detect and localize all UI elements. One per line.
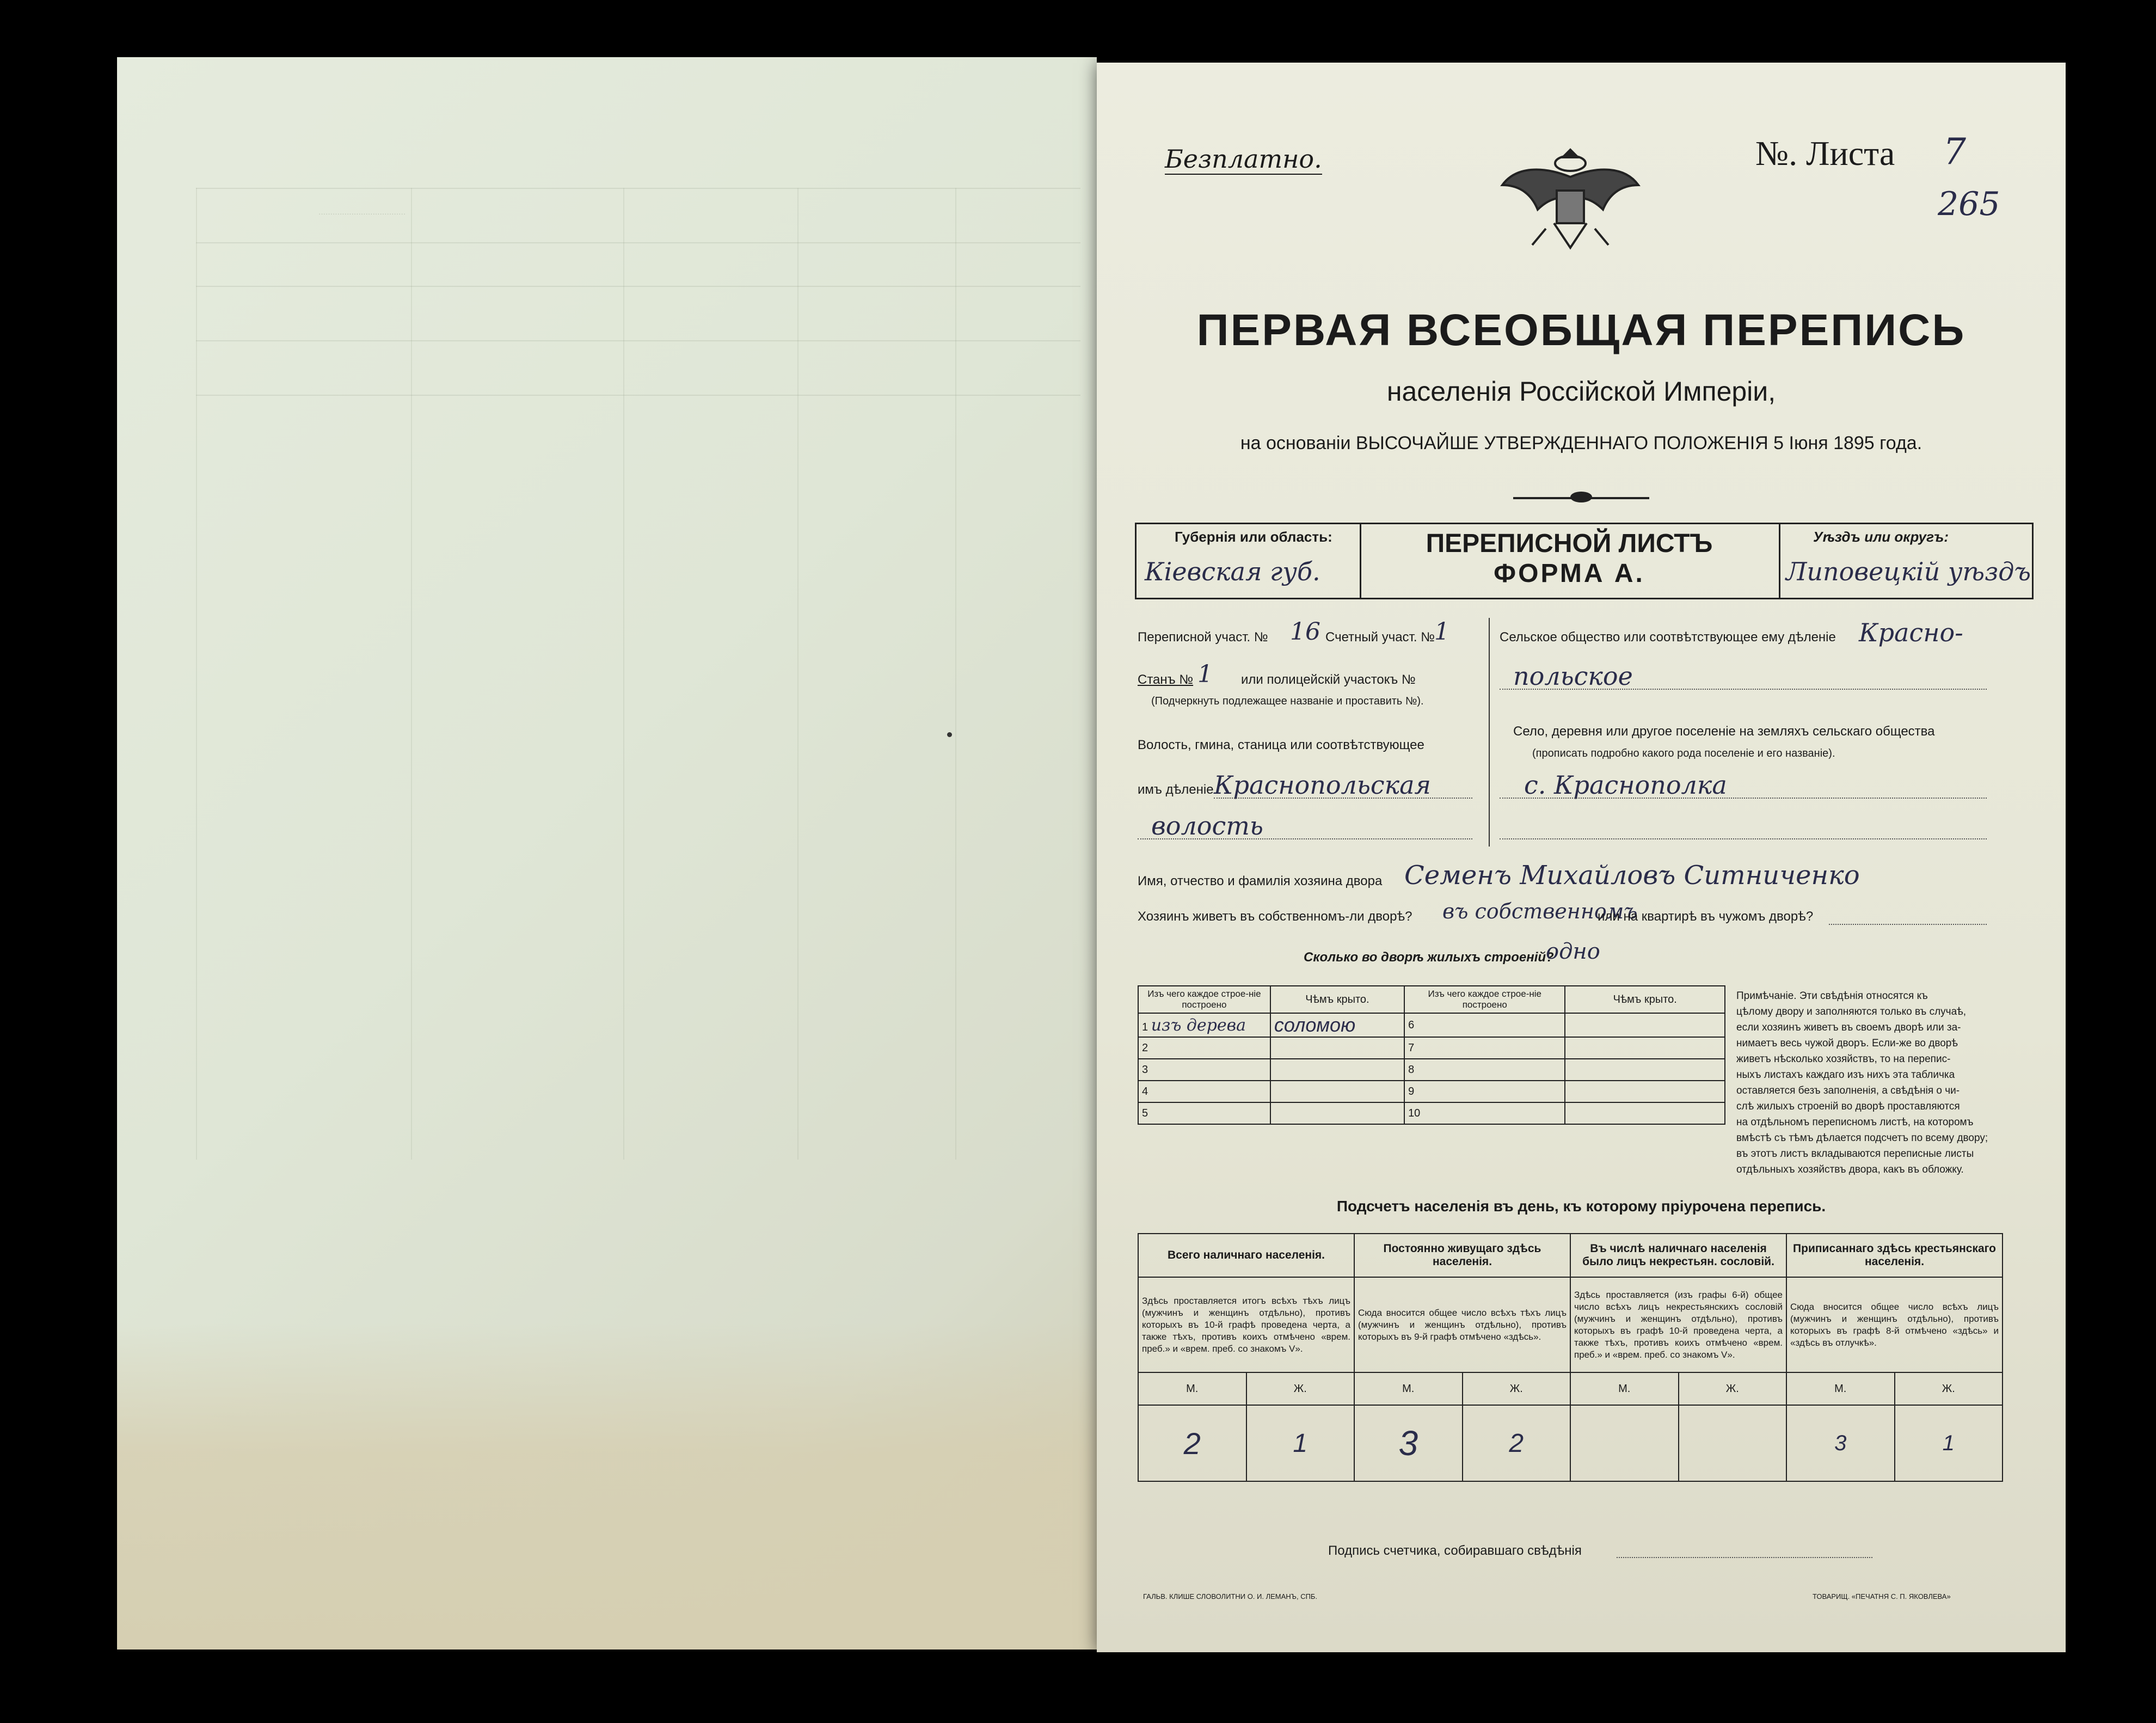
note-line: вмѣстѣ съ тѣмъ дѣлается подсчетъ по всему двору;: [1736, 1132, 1988, 1144]
count-district-value: 1: [1434, 618, 1449, 646]
count-col-desc: Здѣсь проставляется итогъ всѣхъ тѣхъ лицъ (мужчинъ и женщинъ отдѣльно), противъ которыхъ въ 10-й графѣ проведена черта, а также тѣхъ, противъ коихъ отмѣчено «врем. преб.» и «врем. преб. со знакомъ V».: [1138, 1277, 1354, 1372]
volost-line: [1138, 838, 1472, 839]
own-yard-value: въ собственномъ: [1442, 899, 1638, 923]
own-yard-label: Хозяинъ живетъ въ собственномъ-ли дворѣ?: [1138, 909, 1412, 924]
count-male-value: 3: [1786, 1405, 1895, 1481]
table-row: [1138, 1059, 1725, 1081]
bleed-through-line: [196, 340, 1080, 341]
buildings-material-header: Изъ чего каждое строе-ніе построено: [1138, 986, 1270, 1013]
building-roof-cell: [1270, 1081, 1404, 1102]
owner-label: Имя, отчество и фамилія хозяина двора: [1138, 874, 1383, 888]
volost-label-line1: Волость, гмина, станица или соотвѣтствующее: [1138, 738, 1424, 752]
bleed-through-line: [196, 286, 1080, 287]
buildings-value: одно: [1546, 939, 1600, 964]
count-col-desc: Сюда вносится общее число всѣхъ тѣхъ лицъ (мужчинъ и женщинъ отдѣльно), противъ которыхъ въ 9-й графѣ отмѣчено «здѣсь».: [1354, 1277, 1570, 1372]
count-col-desc: Здѣсь проставляется (изъ графы 6-й) общее число всѣхъ лицъ некрестьянскихъ сословій (мужчинъ и женщинъ отдѣльно), противъ которыхъ въ графѣ 10-й проведена черта, а также тѣхъ, противъ коихъ отмѣчено «врем. преб.» и «врем. преб. со знакомъ V».: [1570, 1277, 1786, 1372]
building-roof-cell: [1565, 1059, 1725, 1081]
row-number: 10: [1404, 1102, 1565, 1124]
volost-value-line2: волость: [1151, 811, 1263, 841]
building-roof-cell: [1270, 1102, 1404, 1124]
count-male-value: 3: [1354, 1405, 1463, 1481]
sheet-number-value: 7: [1943, 131, 1966, 173]
imperial-eagle-icon: [1489, 133, 1652, 259]
note-line: отдѣльныхъ хозяйствъ двора, какъ въ обложку.: [1736, 1164, 1964, 1175]
bleed-through-line: [196, 242, 1080, 243]
building-roof-value: соломою: [1270, 1013, 1404, 1037]
census-district-value: 16: [1290, 618, 1320, 646]
village-value: с. Краснополка: [1524, 770, 1727, 800]
census-form-page: [1097, 63, 2066, 1652]
male-header: М.: [1138, 1372, 1246, 1405]
form-subtitle: населенія Россійской Имперіи,: [1386, 376, 1776, 407]
form-basis-line: на основаніи ВЫСОЧАЙШЕ УТВЕРЖДЕННАГО ПОЛОЖЕНІЯ 5 Іюня 1895 года.: [1240, 433, 1922, 453]
buildings-roof-header: Чѣмъ крыто.: [1270, 986, 1404, 1013]
row-number: 8: [1404, 1059, 1565, 1081]
uezd-value: Липовецкій уѣздъ: [1786, 557, 2031, 586]
bleed-through-line: [797, 188, 798, 1160]
rent-label: или на квартирѣ въ чужомъ дворѣ?: [1598, 909, 1814, 924]
count-col-title: Въ числѣ наличнаго населенія было лицъ некрестьян. сословій.: [1570, 1234, 1786, 1277]
volost-label-line2: имъ дѣленіе: [1138, 782, 1214, 797]
female-header: Ж.: [1463, 1372, 1571, 1405]
note-line: оставляется безъ заполненія, а свѣдѣнія о чи-: [1736, 1085, 1960, 1096]
census-district-label: Переписной участ. №: [1138, 630, 1268, 645]
row-number: 6: [1404, 1013, 1565, 1037]
count-male-value: 2: [1138, 1405, 1246, 1481]
archive-number: 265: [1938, 185, 2000, 223]
count-male-value: [1570, 1405, 1679, 1481]
note-line: если хозяинъ живетъ въ своемъ дворѣ или за-: [1736, 1022, 1961, 1033]
count-female-value: [1679, 1405, 1787, 1481]
form-header-box: [1135, 523, 2034, 599]
free-label: Безплатно.: [1165, 144, 1322, 174]
table-row: [1138, 1013, 1725, 1037]
column-divider: [1489, 618, 1490, 847]
volost-line: [1214, 798, 1472, 799]
count-district-label: Счетный участ. №: [1325, 630, 1435, 645]
form-title-line2: ФОРМА А.: [1494, 559, 1645, 588]
row-number: 4: [1138, 1081, 1270, 1102]
row-number: 3: [1138, 1059, 1270, 1081]
form-main-title: ПЕРВАЯ ВСЕОБЩАЯ ПЕРЕПИСЬ: [1196, 305, 1966, 355]
female-header: Ж.: [1246, 1372, 1355, 1405]
ink-dot: [947, 732, 952, 737]
uezd-label: Уѣздъ или округъ:: [1813, 529, 1949, 545]
ornament-divider: [1570, 492, 1592, 502]
note-line: Примѣчаніе. Эти свѣдѣнія относятся къ: [1736, 990, 1928, 1002]
bleed-through-line: [623, 188, 624, 1160]
building-material-value: изъ дерева: [1151, 1015, 1246, 1035]
buildings-roof-header: Чѣмъ крыто.: [1565, 986, 1725, 1013]
owner-value: Семенъ Михайловъ Ситниченко: [1404, 860, 1860, 891]
row-number: 7: [1404, 1037, 1565, 1059]
count-female-value: 1: [1246, 1405, 1355, 1481]
society-label: Сельское общество или соотвѣтствующее ему дѣленіе: [1500, 630, 1836, 645]
note-line: нимаетъ весь чужой дворъ. Если-же во дворѣ: [1736, 1038, 1958, 1049]
population-count-table: [1138, 1233, 2003, 1482]
society-value-line2: польское: [1513, 661, 1633, 691]
imprint-right: ТОВАРИЩ. «ПЕЧАТНЯ С. П. ЯКОВЛЕВА»: [1813, 1592, 1951, 1601]
note-line: на отдѣльномъ переписномъ листѣ, на которомъ: [1736, 1117, 1974, 1128]
male-header: М.: [1354, 1372, 1463, 1405]
table-row: [1138, 1081, 1725, 1102]
stan-note: (Подчеркнуть подлежащее названіе и проставить №).: [1151, 695, 1424, 707]
building-material-cell: [1138, 1013, 1270, 1037]
society-line: [1500, 689, 1987, 690]
building-roof-cell: [1565, 1013, 1725, 1037]
rent-line: [1829, 924, 1987, 925]
row-number: 5: [1138, 1102, 1270, 1124]
building-roof-cell: [1565, 1102, 1725, 1124]
note-block: [1736, 988, 2003, 1178]
bleed-through-line: [411, 188, 412, 1160]
note-line: въ этотъ листъ вкладываются переписные листы: [1736, 1148, 1974, 1160]
gubernia-value: Кіевская губ.: [1145, 557, 1320, 586]
count-col-title: Приписаннаго здѣсь крестьянскаго населенія.: [1786, 1234, 2003, 1277]
female-header: Ж.: [1679, 1372, 1787, 1405]
form-title-cell: [1360, 524, 1779, 588]
count-col-title: Постоянно живущаго здѣсь населенія.: [1354, 1234, 1570, 1277]
gubernia-cell: [1137, 524, 1361, 598]
village-line: [1500, 798, 1987, 799]
building-roof-cell: [1565, 1081, 1725, 1102]
left-page: [117, 57, 1097, 1650]
stan-value: 1: [1197, 660, 1213, 688]
note-line: слѣ жилыхъ строеній во дворѣ проставляются: [1736, 1101, 1960, 1112]
table-row: [1138, 1102, 1725, 1124]
building-roof-cell: [1270, 1037, 1404, 1059]
society-value-line1: Красно-: [1859, 618, 1963, 647]
village-label: Село, деревня или другое поселеніе на земляхъ сельскаго общества: [1513, 724, 1935, 739]
row-number: 1: [1142, 1021, 1148, 1033]
sheet-number-label: №. Листа: [1755, 134, 1895, 173]
row-number: 2: [1138, 1037, 1270, 1059]
volost-value-line1: Краснопольская: [1214, 770, 1431, 800]
building-roof-cell: [1565, 1037, 1725, 1059]
village-line: [1500, 838, 1987, 839]
signature-label: Подпись счетчика, собиравшаго свѣдѣнія: [1328, 1543, 1582, 1558]
uezd-cell: [1779, 524, 2034, 598]
buildings-table: [1138, 985, 1725, 1125]
note-line: цѣлому двору и заполняются только въ случаѣ,: [1736, 1006, 1967, 1017]
bleed-through-line: [196, 395, 1080, 396]
worn-fold-area: [117, 1323, 1097, 1650]
count-female-value: 2: [1463, 1405, 1571, 1481]
count-section-heading: Подсчетъ населенія въ день, къ которому пріурочена перепись.: [1336, 1198, 1826, 1215]
signature-line: [1617, 1557, 1872, 1558]
bleed-through-text: ·····································: [318, 210, 406, 218]
count-female-value: 1: [1895, 1405, 2003, 1481]
gubernia-label: Губернія или область:: [1175, 529, 1332, 545]
police-label: или полицейскій участокъ №: [1241, 672, 1416, 687]
female-header: Ж.: [1895, 1372, 2003, 1405]
stan-label: Станъ №: [1138, 672, 1194, 687]
form-title-line1: ПЕРЕПИСНОЙ ЛИСТЪ: [1426, 529, 1713, 558]
bleed-through-line: [196, 188, 1080, 189]
note-line: живетъ нѣсколько хозяйствъ, то на перепис-: [1736, 1053, 1951, 1065]
note-line: ныхъ листахъ каждаго изъ нихъ эта табличка: [1736, 1069, 1955, 1081]
building-roof-cell: [1270, 1059, 1404, 1081]
count-col-title: Всего наличнаго населенія.: [1138, 1234, 1354, 1277]
buildings-label: Сколько во дворѣ жилыхъ строеній?: [1304, 950, 1554, 965]
male-header: М.: [1786, 1372, 1895, 1405]
row-number: 9: [1404, 1081, 1565, 1102]
table-row: [1138, 1037, 1725, 1059]
bleed-through-line: [955, 188, 956, 1160]
buildings-material-header: Изъ чего каждое строе-ніе построено: [1404, 986, 1565, 1013]
imprint-left: ГАЛЬВ. КЛИШЕ СЛОВОЛИТНИ О. И. ЛЕМАНЪ, СПБ.: [1143, 1592, 1318, 1601]
bleed-through-line: [196, 188, 197, 1160]
village-note: (прописать подробно какого рода поселеніе и его названіе).: [1532, 747, 1835, 759]
count-col-desc: Сюда вносится общее число всѣхъ лицъ (мужчинъ и женщинъ отдѣльно), противъ которыхъ въ графѣ 8-й отмѣчено «здѣсь» и «здѣсь въ отлучкѣ».: [1786, 1277, 2003, 1372]
male-header: М.: [1570, 1372, 1679, 1405]
